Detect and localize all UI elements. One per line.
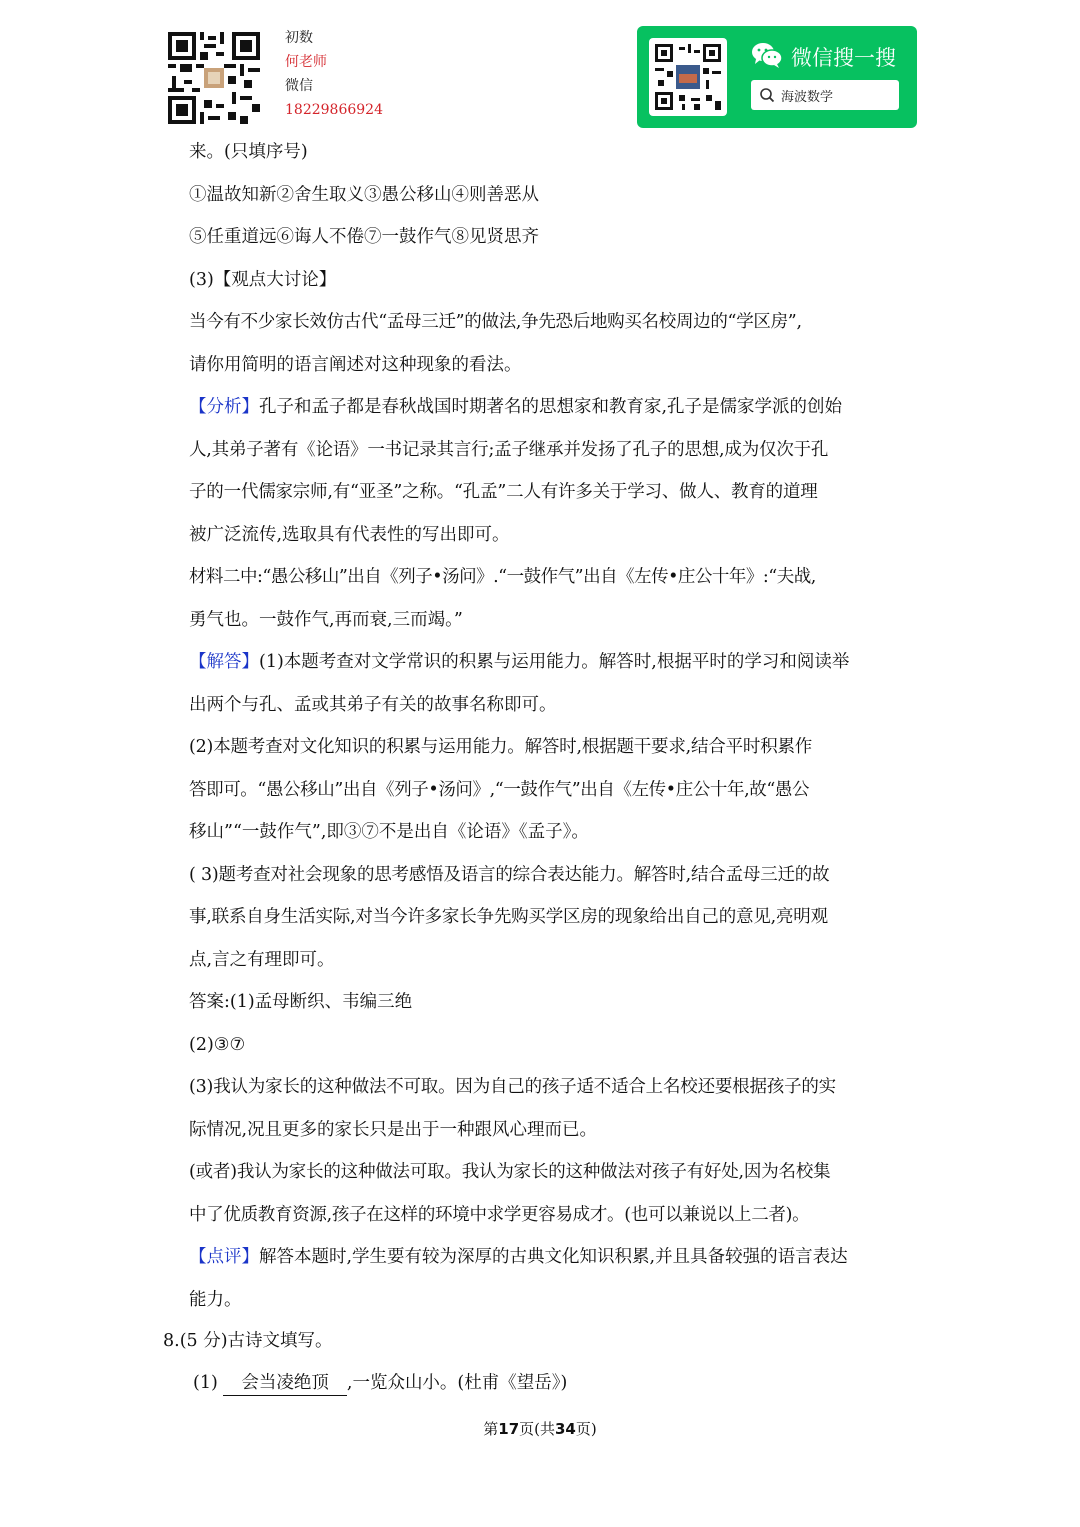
wechat-search-text: 海波数学 [781,89,834,105]
answer-line: 【解答】(1)本题考查对文学常识的积累与运用能力。解答时,根据平时的学习和阅读举 [189,652,850,672]
fill-blank: 会当凌绝顶 [223,1371,347,1396]
comment-line: 能力。 [189,1289,242,1310]
page-number: 17 [498,1420,520,1438]
question-8-title: 8.(5 分)古诗文填写。 [163,1331,333,1351]
answer-line: 答案:(1)孟母断织、韦编三绝 [189,992,413,1012]
analysis-line: 【分析】孔子和孟子都是春秋战国时期著名的思想家和教育家,孔子是儒家学派的创始 [189,397,843,417]
answer-line: 移山”“一鼓作气”,即③⑦不是出自《论语》《孟子》。 [189,822,589,842]
answer-tag: 【解答】 [189,652,259,672]
wechat-logo-icon [751,41,783,74]
text-line: 当今有不少家长效仿古代“孟母三迁”的做法,争先恐后地购买名校周边的“学区房”, [189,312,802,332]
analysis-line: 人,其弟子著有《论语》一书记录其言行;孟子继承并发扬了孔子的思想,成为仅次于孔 [189,439,829,460]
contact-subject: 初数 [285,30,313,46]
qr-code-image [168,32,260,124]
answer-line: (3)我认为家长的这种做法不可取。因为自己的孩子适不适合上名校还要根据孩子的实 [189,1077,836,1097]
text-line: ①温故知新②舍生取义③愚公移山④则善恶从 [189,184,539,205]
answer-line: ( 3)题考查对社会现象的思考感悟及语言的综合表达能力。解答时,结合孟母三迁的故 [189,864,830,885]
analysis-line: 被广泛流传,选取具有代表性的写出即可。 [189,524,510,545]
text-line: 请你用简明的语言阐述对这种现象的看法。 [189,354,522,375]
analysis-tag: 【分析】 [189,397,259,417]
text-line: ⑤任重道远⑥诲人不倦⑦一鼓作气⑧见贤思齐 [189,227,539,247]
page-footer: 第17页(共34页) [483,1420,597,1438]
answer-line: 事,联系自身生活实际,对当今许多家长争先购买学区房的现象给出自己的意见,亮明观 [189,907,828,927]
analysis-line: 子的一代儒家宗师,有“亚圣”之称。“孔孟”二人有许多关于学习、做人、教育的道理 [189,482,818,502]
wechat-qr-image [649,38,727,116]
contact-name: 何老师 [285,54,327,70]
comment-tag: 【点评】 [189,1247,259,1267]
text-line: (3)【观点大讨论】 [189,269,337,290]
document-body [189,131,919,1321]
answer-line: 际情况,况且更多的家长只是出于一种跟风心理而已。 [189,1119,598,1140]
answer-line: 点,言之有理即可。 [189,949,335,970]
question-8-item-1: (1) 会当凌绝顶 ,一览众山小。(杜甫《望岳》) [193,1362,567,1405]
answer-line: (或者)我认为家长的这种做法可取。我认为家长的这种做法对孩子有好处,因为名校集 [189,1162,831,1182]
analysis-line: 勇气也。一鼓作气,再而衰,三而竭。” [189,609,463,630]
search-icon [759,87,775,103]
answer-line: 中了优质教育资源,孩子在这样的环境中求学更容易成才。(也可以兼说以上二者)。 [189,1204,810,1225]
contact-wechat-label: 微信 [285,78,313,94]
text-line: 来。(只填序号) [189,142,308,162]
answer-line: 答即可。“愚公移山”出自《列子•汤问》,“一鼓作气”出自《左传•庄公十年,故“愚公 [189,779,810,800]
answer-line: 出两个与孔、孟或其弟子有关的故事名称即可。 [189,694,557,715]
comment-line: 【点评】解答本题时,学生要有较为深厚的古典文化知识积累,并且具备较强的语言表达 [189,1247,848,1267]
answer-line: (2)本题考查对文化知识的积累与运用能力。解答时,根据题干要求,结合平时积累作 [189,737,813,757]
answer-line: (2)③⑦ [189,1034,246,1055]
wechat-title: 微信搜一搜 [791,46,896,70]
wechat-search-card [637,26,917,128]
analysis-line: 材料二中:“愚公移山”出自《列子•汤问》.“一鼓作气”出自《左传•庄公十年》:“夫战, [189,567,816,587]
contact-info [285,26,383,122]
total-pages: 34 [555,1420,576,1438]
contact-phone: 18229866924 [285,102,383,118]
wechat-title-row [751,40,896,74]
wechat-search-box[interactable] [751,80,899,110]
